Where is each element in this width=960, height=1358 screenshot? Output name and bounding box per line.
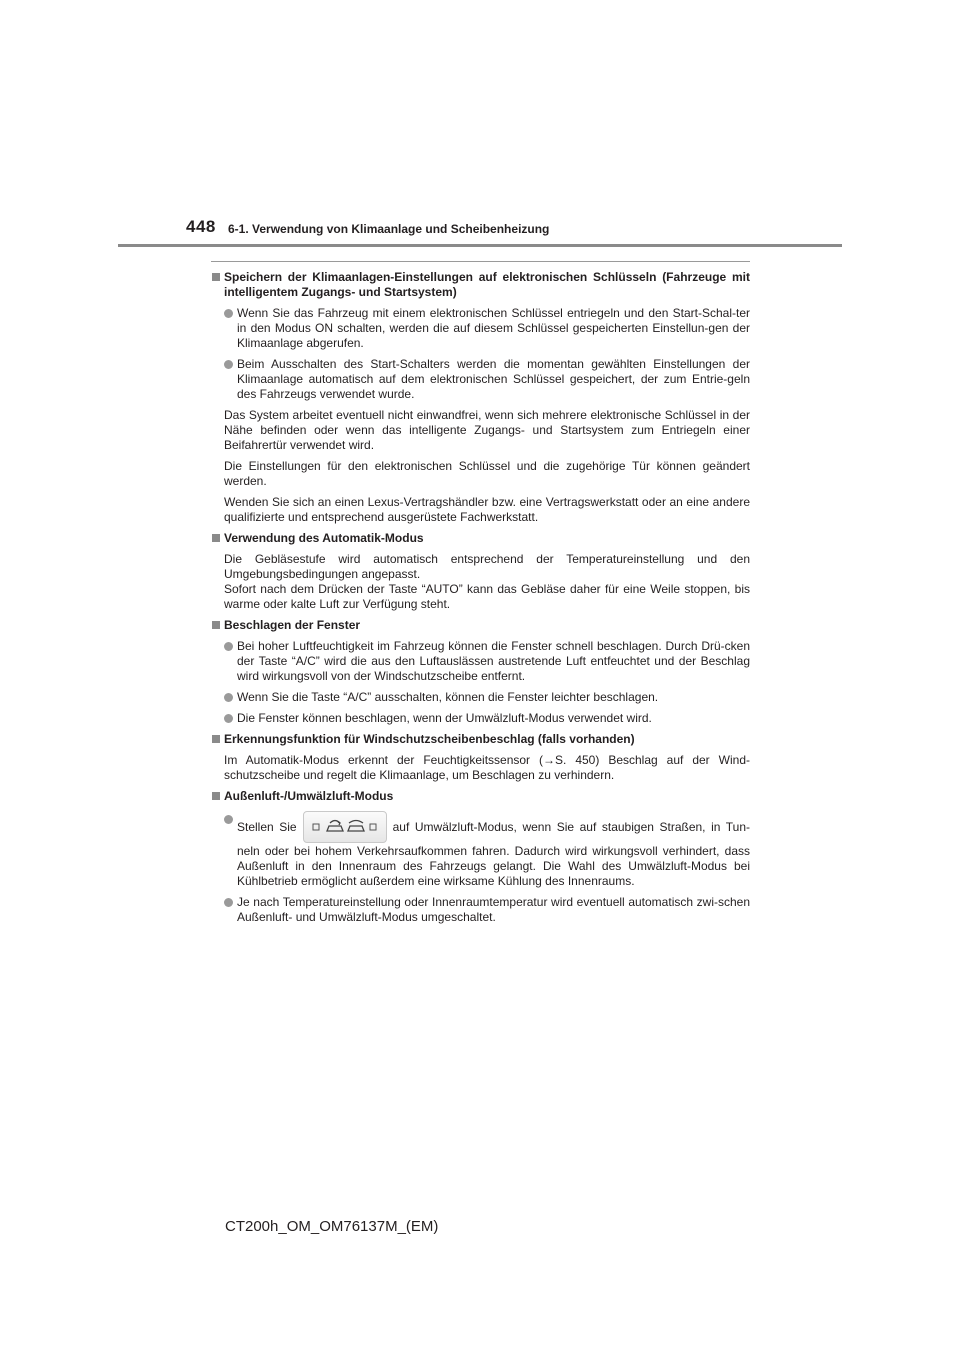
round-bullet-icon [224, 815, 233, 824]
page-header [186, 215, 846, 245]
heading-auto-mode [211, 531, 750, 546]
list-item [211, 895, 750, 925]
footer-doc-code: CT200h_OM_OM76137M_(EM) [225, 1218, 439, 1235]
list-item-text: Die Fenster können beschlagen, wenn der Umwälzluft-Modus verwendet wird. [237, 711, 652, 725]
paragraph: Das System arbeitet eventuell nicht einwandfrei, wenn sich mehrere elektronische Schlüssel in der Nähe befinden oder wenn das intelligente Zugangs- und Startsystem zum Entriegeln einer Beifahrertür verwendet wird. [224, 408, 750, 452]
list-item-text: Wenn Sie die Taste “A/C” ausschalten, können die Fenster leichter beschlagen. [237, 690, 659, 704]
round-bullet-icon [224, 642, 233, 651]
list-item-text: Bei hoher Luftfeuchtigkeit im Fahrzeug können die Fenster schnell beschlagen. Durch Drü-cken der Taste “A/C” wird die aus den Luftauslässen austretende Luft entfeuchtet und der Beschlag wird wirkungsvoll von der Windschutzscheibe entfernt. [237, 639, 750, 683]
square-marker-icon [212, 735, 220, 743]
heading-climate-memory [211, 270, 750, 300]
list-item-text: auf Umwälzluft-Modus, wenn Sie auf staubigen Straßen, in Tun-neln oder bei hohem Verkehrsaufkommen fahren. Dadurch wird wirkungsvoll verhindert, dass Außenluft in den Innenraum des Fahrzeugs gelangt. Die Wahl des Umwälzluft-Modus bei Kühlbetrieb ermöglicht außerdem eine wirksame Kühlung des Innenraums. [237, 820, 750, 888]
paragraph: Im Automatik-Modus erkennt der Feuchtigkeitssensor (→S. 450) Beschlag auf der Wind-schutzscheibe und regelt die Klimaanlage, um Beschlagen zu verhindern. [224, 753, 750, 782]
list-item-text: Wenn Sie das Fahrzeug mit einem elektronischen Schlüssel entriegeln und den Start-Schal-ter in den Modus ON schalten, werden die auf diesem Schlüssel gespeicherten Einstellun-gen der Klimaanlage abgerufen. [237, 306, 750, 350]
square-marker-icon [212, 621, 220, 629]
paragraph: Die Gebläsestufe wird automatisch entsprechend der Temperatureinstellung und den Umgebungsbedingungen angepasst. [224, 552, 750, 581]
page-number: 448 [186, 217, 216, 236]
list-item-text: Stellen Sie [237, 820, 297, 835]
list-item [211, 812, 750, 889]
list-item [211, 357, 750, 402]
square-marker-icon [212, 534, 220, 542]
section-title: 6-1. Verwendung von Klimaanlage und Scheibenheizung [228, 222, 550, 236]
list-item-text: Je nach Temperatureinstellung oder Innenraumtemperatur wird eventuell automatisch zwi-schen Außenluft- und Umwälzluft-Modus umgeschaltet. [237, 895, 750, 924]
heading-text: Erkennungsfunktion für Windschutzscheibenbeschlag (falls vorhanden) [224, 732, 635, 746]
list-item-text: Beim Ausschalten des Start-Schalters werden die momentan gewählten Einstellungen der Klimaanlage automatisch auf dem elektronischen Schlüssel gespeichert, der zum Entrie-geln des Fahrzeugs verwendet wurde. [237, 357, 750, 401]
paragraph: Sofort nach dem Drücken der Taste “AUTO” kann das Gebläse daher für eine Weile stoppen, bis warme oder kalte Luft zur Verfügung steht. [224, 582, 750, 611]
round-bullet-icon [224, 360, 233, 369]
round-bullet-icon [224, 309, 233, 318]
heading-window-fogging [211, 618, 750, 633]
heading-air-mode [211, 789, 750, 804]
paragraph: Wenden Sie sich an einen Lexus-Vertragshändler bzw. eine Vertragswerkstatt oder an eine andere qualifizierte und entsprechend ausgerüstete Fachwerkstatt. [224, 495, 750, 524]
paragraph: Die Einstellungen für den elektronischen Schlüssel und die zugehörige Tür können geändert werden. [224, 459, 750, 488]
heading-text: Außenluft-/Umwälzluft-Modus [224, 789, 394, 803]
list-item [211, 639, 750, 684]
content-rule [211, 261, 750, 262]
round-bullet-icon [224, 714, 233, 723]
recirculation-button-icon [303, 811, 387, 843]
round-bullet-icon [224, 693, 233, 702]
round-bullet-icon [224, 898, 233, 907]
list-item [211, 690, 750, 705]
heading-text: Beschlagen der Fenster [224, 618, 361, 632]
heading-text: Verwendung des Automatik-Modus [224, 531, 424, 545]
list-item [211, 711, 750, 726]
list-item [211, 306, 750, 351]
square-marker-icon [212, 792, 220, 800]
heading-fog-detection [211, 732, 750, 747]
header-rule [118, 244, 842, 247]
square-marker-icon [212, 273, 220, 281]
heading-text: Speichern der Klimaanlagen-Einstellungen auf elektronischen Schlüsseln (Fahrzeuge mit intelligentem Zugangs- und Startsystem) [224, 270, 750, 299]
content [211, 270, 750, 925]
